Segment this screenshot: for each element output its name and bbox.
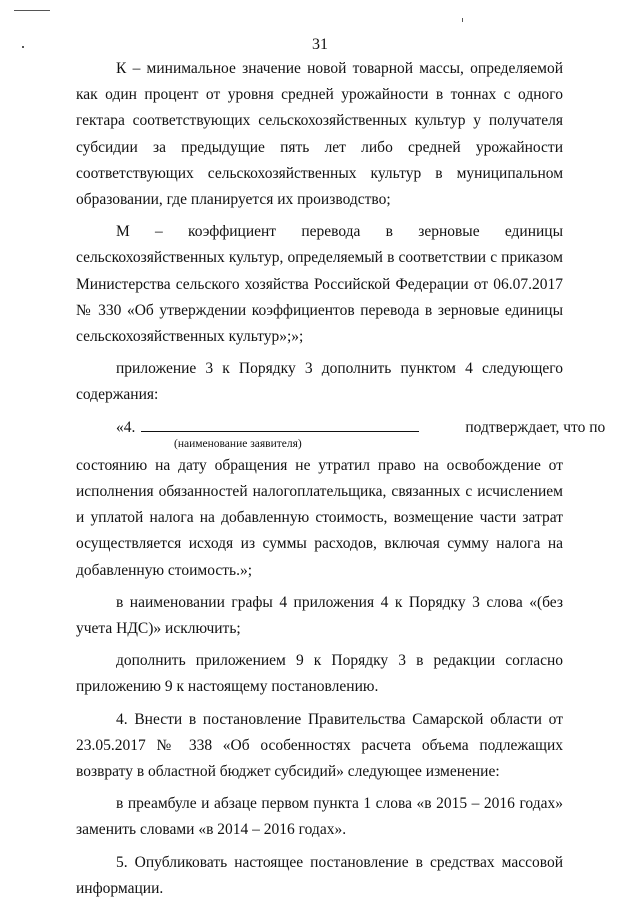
item-4-tail: подтверждает, что по <box>465 418 606 436</box>
scan-artifact-line <box>14 10 50 11</box>
item-4-lead: «4. <box>116 418 136 436</box>
paragraph-point-5: 5. Опубликовать настоящее постановление в средствах массовой информации. <box>76 853 563 897</box>
paragraph-appendix-3: приложение 3 к Порядку 3 дополнить пунктом 4 следующего содержания: <box>76 360 563 404</box>
paragraph-point-4: 4. Внести в постановление Правительства Самарской области от 23.05.2017 № 338 «Об особенностях расчета объема подлежащих возврату в областной бюджет субсидий» следующее изменение: <box>76 710 563 781</box>
document-body <box>76 56 606 902</box>
paragraph-m-definition: М – коэффициент перевода в зерновые единицы сельскохозяйственных культур, определяемый в соответствии с приказом Министерства сельского хозяйства Российской Федерации от 06.07.2017 № 330 «Об утверждении коэффициентов перевода в зерновые единицы сельскохозяйственных культур»;»; <box>76 223 563 346</box>
paragraph-item-4-continuation: состоянию на дату обращения не утратил право на освобождение от исполнения обязанностей налогоплательщика, связанных с исчислением и уплатой налога на добавленную стоимость, возмещение части затрат осуществляется исходя из суммы расходов, включая сумму налога на добавленную стоимость.»; <box>76 456 563 579</box>
paragraph-preamble-change: в преамбуле и абзаце первом пункта 1 слова «в 2015 – 2016 годах» заменить словами «в 2014 – 2016 годах». <box>76 795 563 839</box>
applicant-name-caption: (наименование заявителя) <box>174 437 302 450</box>
paragraph-appendix-4: в наименовании графы 4 приложения 4 к Порядку 3 слова «(без учета НДС)» исключить; <box>76 593 563 638</box>
paragraph-appendix-9: дополнить приложением 9 к Порядку 3 в редакции согласно приложению 9 к настоящему постановлению. <box>76 652 563 696</box>
scan-artifact-dot <box>462 18 463 22</box>
paragraph-k-definition: К – минимальное значение новой товарной массы, определяемой как один процент от уровня средней урожайности в тоннах с одного гектара соответствующих сельскохозяйственных культур у получателя субсидии за предыдущие пять лет либо средней урожайности соответствующих сельскохозяйственных культур в муниципальном образовании, где планируется их производство; <box>76 60 563 209</box>
page-number: 31 <box>312 36 328 53</box>
applicant-name-blank <box>141 417 419 432</box>
